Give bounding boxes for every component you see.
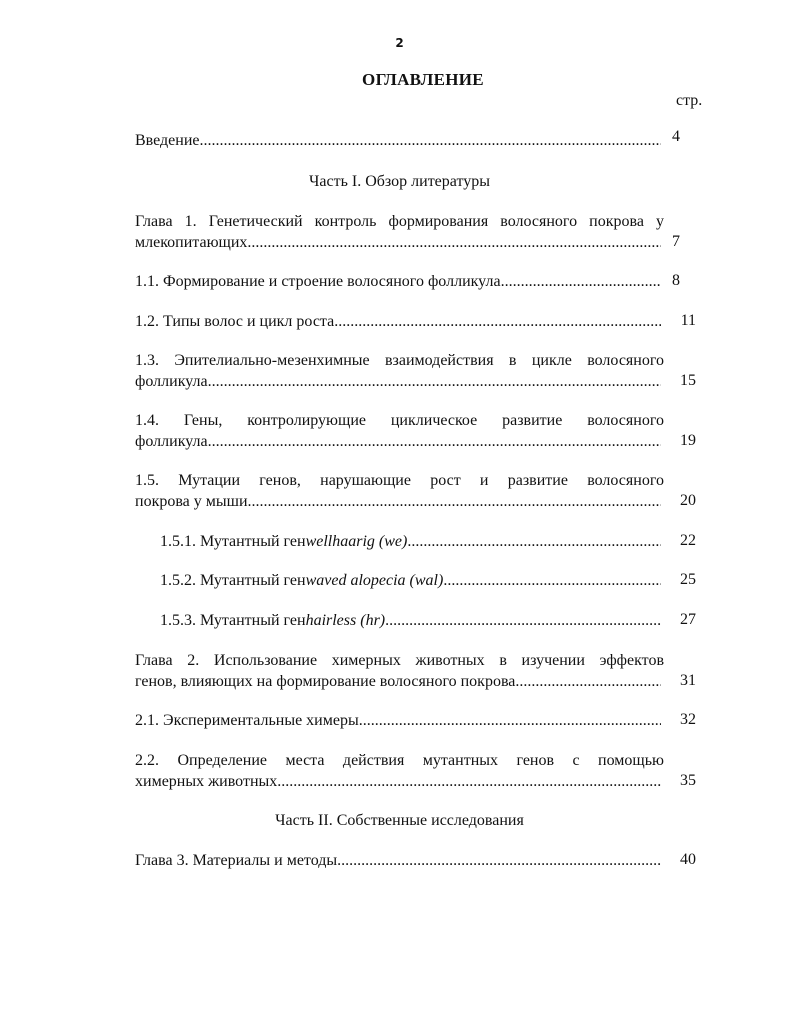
toc-page-number: 4 <box>672 128 680 145</box>
dot-leader <box>385 611 661 631</box>
toc-page-number: 19 <box>680 432 696 449</box>
toc-entry-section-2-1[interactable] <box>135 711 664 731</box>
toc-entry-section-1-2[interactable] <box>135 312 664 332</box>
gene-name: hairless (hr) <box>305 612 386 629</box>
toc-entry-text: генов, влияющих на формирование волосяного покрова <box>135 673 516 690</box>
toc-page-number: 32 <box>680 711 696 728</box>
dot-leader <box>337 851 661 871</box>
toc-page-number: 22 <box>680 532 696 549</box>
toc-entry-section-1-4[interactable] <box>135 432 664 452</box>
toc-entry-intro[interactable] <box>135 131 664 151</box>
toc-entry-text: 1.5.1. Мутантный ген <box>160 533 306 550</box>
toc-entry-section-1-5-line[interactable]: 1.5. Мутации генов, нарушающие рост и развитие волосяного <box>135 472 664 489</box>
toc-entry-section-1-5-1[interactable] <box>160 532 664 552</box>
toc-entry-text: 2.1. Экспериментальные химеры <box>135 712 359 729</box>
dot-leader <box>277 772 661 792</box>
toc-entry-section-1-3-line[interactable]: 1.3. Эпителиально-мезенхимные взаимодействия в цикле волосяного <box>135 352 664 369</box>
toc-entry-chapter-2[interactable] <box>135 672 664 692</box>
pages-column-header: стр. <box>676 92 703 109</box>
toc-entry-text: Введение <box>135 132 200 149</box>
toc-entry-text: фолликула <box>135 373 208 390</box>
toc-entry-section-1-5-3[interactable] <box>160 611 664 631</box>
dot-leader <box>200 131 662 151</box>
dot-leader <box>501 272 661 292</box>
page-title: ОГЛАВЛЕНИЕ <box>362 70 484 89</box>
toc-page-number: 11 <box>680 312 696 329</box>
dot-leader <box>247 233 661 253</box>
toc-entry-chapter-1-line[interactable]: Глава 1. Генетический контроль формирования волосяного покрова у <box>135 213 664 230</box>
gene-name: waved alopecia (wal) <box>305 572 444 589</box>
toc-entry-chapter-3[interactable] <box>135 851 664 871</box>
toc-entry-text: Глава 3. Материалы и методы <box>135 852 338 869</box>
page-number: 2 <box>395 36 404 50</box>
toc-page-number: 27 <box>680 611 696 628</box>
toc-page-number: 7 <box>672 233 680 250</box>
toc-entry-text: фолликула <box>135 433 208 450</box>
toc-entry-section-1-5-2[interactable] <box>160 571 664 591</box>
gene-name: wellhaarig (we) <box>305 533 408 550</box>
dot-leader <box>208 372 661 392</box>
dot-leader <box>359 711 661 731</box>
dot-leader <box>443 571 661 591</box>
toc-page-number: 40 <box>680 851 696 868</box>
toc-entry-section-1-5[interactable] <box>135 492 664 512</box>
toc-entry-text: 1.2. Типы волос и цикл роста <box>135 313 335 330</box>
toc-page-number: 31 <box>680 672 696 689</box>
toc-page-number: 8 <box>672 272 680 289</box>
toc-entry-section-1-1[interactable] <box>135 272 664 292</box>
toc-page-number: 20 <box>680 492 696 509</box>
toc-entry-text: 1.1. Формирование и строение волосяного фолликула <box>135 273 501 290</box>
dot-leader <box>515 672 661 692</box>
toc-entry-section-1-4-line[interactable]: 1.4. Гены, контролирующие циклическое развитие волосяного <box>135 412 664 429</box>
toc-entry-chapter-1[interactable] <box>135 233 664 253</box>
toc-entry-text: 1.5.2. Мутантный ген <box>160 572 306 589</box>
toc-entry-section-2-2[interactable] <box>135 772 664 792</box>
part-heading-literature-review: Часть I. Обзор литературы <box>309 173 490 190</box>
toc-page-number: 25 <box>680 571 696 588</box>
part-heading-own-research: Часть II. Собственные исследования <box>275 812 524 829</box>
toc-entry-text: 1.5.3. Мутантный ген <box>160 612 306 629</box>
toc-page-number: 35 <box>680 772 696 789</box>
dot-leader <box>407 532 661 552</box>
toc-entry-section-1-3[interactable] <box>135 372 664 392</box>
toc-page-number: 15 <box>680 372 696 389</box>
toc-entry-text: химерных животных <box>135 773 278 790</box>
dot-leader <box>248 492 661 512</box>
toc-entry-text: млекопитающих <box>135 234 248 251</box>
toc-entry-chapter-2-line[interactable]: Глава 2. Использование химерных животных в изучении эффектов <box>135 652 664 669</box>
toc-entry-text: покрова у мыши <box>135 493 248 510</box>
toc-entry-section-2-2-line[interactable]: 2.2. Определение места действия мутантных генов с помощью <box>135 752 664 769</box>
dot-leader <box>208 432 661 452</box>
dot-leader <box>334 312 661 332</box>
